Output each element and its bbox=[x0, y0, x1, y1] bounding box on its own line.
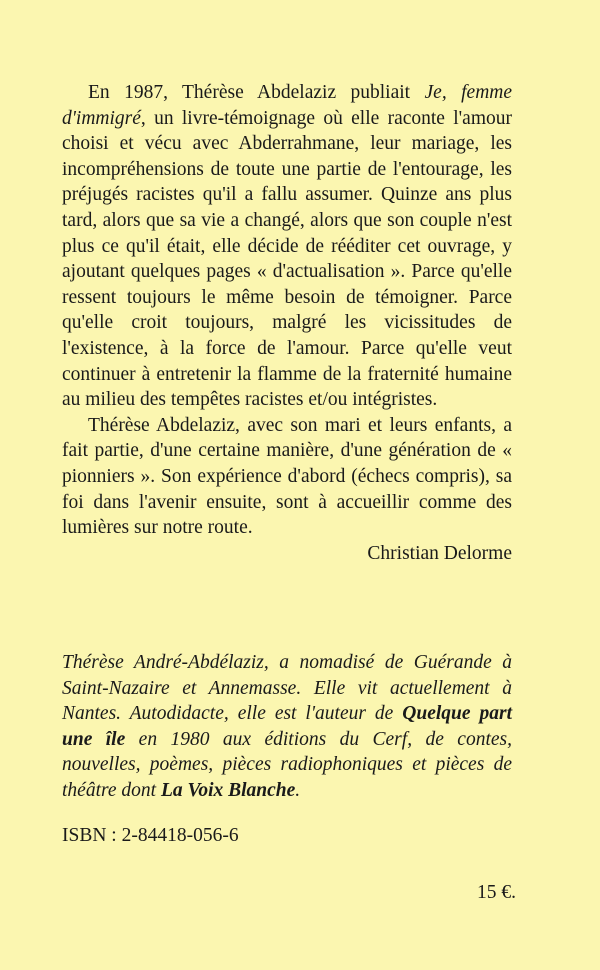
author-bio bbox=[62, 650, 512, 804]
bio-title-1: Quelque part une île bbox=[62, 703, 512, 750]
price: 15 €. bbox=[477, 882, 516, 903]
preface-paragraph-2: Thérèse Abdelaziz, avec son mari et leurs enfants, a fait partie, d'une certaine manière, d'une génération de « pionniers ». Son expérience d'abord (échecs compris), sa foi dans l'avenir ensuite, sont à accueillir comme des lumières sur notre route. bbox=[62, 414, 512, 539]
signature: Christian Delorme bbox=[367, 542, 512, 564]
back-cover-text bbox=[62, 80, 512, 566]
book-title: Je, femme d'immigré bbox=[62, 82, 513, 129]
bio-part-2: en 1980 aux éditions du Cerf, de contes, nouvelles, poèmes, pièces radiophoniques et pièces de théâtre dont bbox=[62, 728, 512, 801]
preface-paragraph-1 bbox=[62, 80, 512, 413]
bio-part-3: . bbox=[295, 779, 301, 801]
preface-intro: En 1987, Thérèse Abdelaziz publiait bbox=[88, 82, 425, 103]
bio-part-1: Thérèse André-Abdélaziz, a nomadisé de Guérande à Saint-Nazaire et Annemasse. Elle vit actuellement à Nantes. Autodidacte, elle est l'auteur de bbox=[62, 652, 512, 725]
preface-rest: , un livre-témoignage où elle raconte l'amour choisi et vécu avec Abderrahmane, leur mariage, les incompréhensions de toute une partie de l'entourage, les préjugés racistes qu'il a fallu assumer. Quinze ans plus tard, alors que sa vie a changé, alors que son couple n'est plus ce qu'il était, elle décide de rééditer cet ouvrage, y ajoutant quelques pages « d'actualisation ». Parce qu'elle ressent toujours le même besoin de témoigner. Parce qu'elle croit toujours, malgré les vicissitudes de l'existence, à la force de l'amour. Parce qu'elle veut continuer à entretenir la flamme de la fraternité humaine au milieu des tempêtes racistes et/ou intégristes. bbox=[62, 107, 512, 411]
bio-title-2: La Voix Blanche bbox=[160, 779, 296, 801]
isbn: ISBN : 2-84418-056-6 bbox=[62, 825, 239, 846]
